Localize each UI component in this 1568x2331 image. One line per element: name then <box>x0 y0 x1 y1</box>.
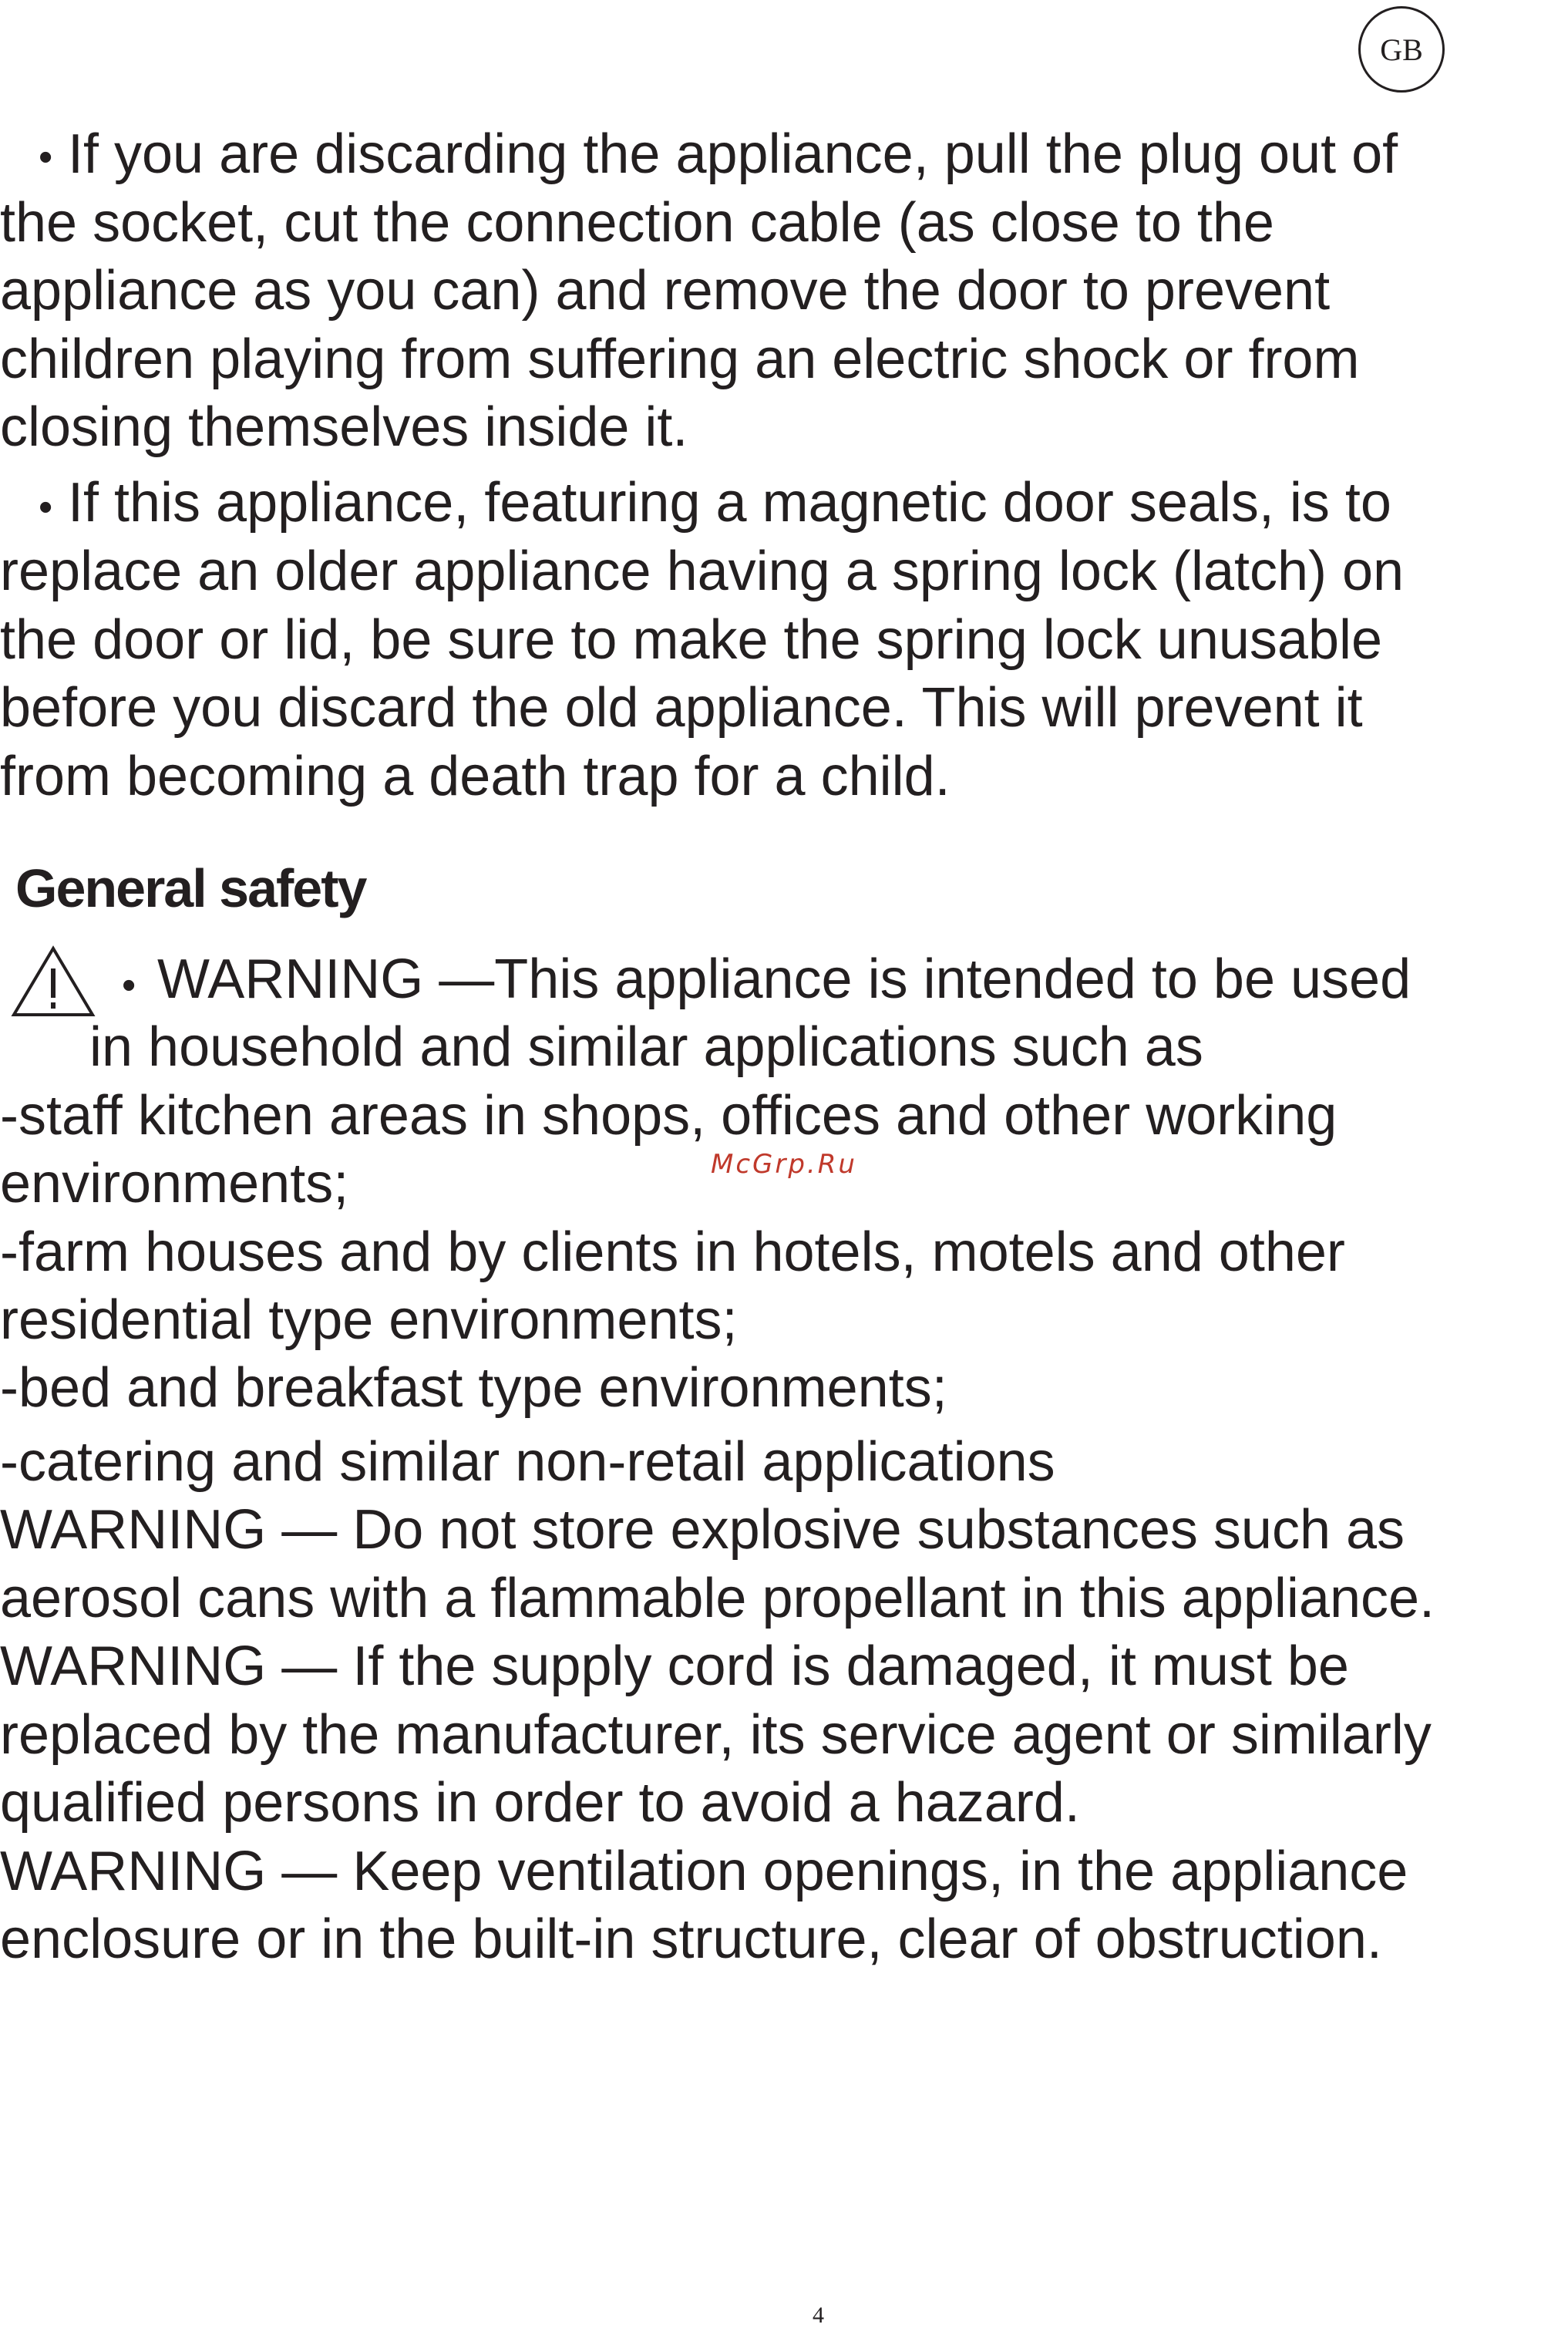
final-line-1: -catering and similar non-retail applications <box>0 1431 1055 1493</box>
section2-line-4: before you discard the old appliance. This will prevent it <box>0 677 1363 739</box>
final-line-5: replaced by the manufacturer, its service agent or similarly <box>0 1704 1432 1766</box>
list-line-3: -farm houses and by clients in hotels, motels and other <box>0 1221 1345 1283</box>
list-line-5: -bed and breakfast type environments; <box>0 1357 947 1419</box>
page-number: 4 <box>813 2302 824 2328</box>
list-line-4: residential type environments; <box>0 1289 738 1351</box>
bullet-icon: • <box>39 485 53 530</box>
warning-line-1: WARNING —This appliance is intended to be used <box>157 948 1412 1010</box>
watermark-text: McGrp.Ru <box>711 1149 857 1180</box>
final-line-8: enclosure or in the built-in structure, clear of obstruction. <box>0 1908 1382 1970</box>
final-line-3: aerosol cans with a flammable propellant in this appliance. <box>0 1568 1435 1629</box>
section2-line-3: the door or lid, be sure to make the spring lock unusable <box>0 609 1383 671</box>
final-line-4: WARNING — If the supply cord is damaged, it must be <box>0 1635 1349 1697</box>
final-line-2: WARNING — Do not store explosive substances such as <box>0 1499 1405 1561</box>
section2-line-2: replace an older appliance having a spring lock (latch) on <box>0 541 1405 602</box>
section2-line-5: from becoming a death trap for a child. <box>0 746 951 807</box>
section1-line-3: appliance as you can) and remove the door to prevent <box>0 260 1331 322</box>
section1-line-2: the socket, cut the connection cable (as close to the <box>0 192 1274 254</box>
list-line-2: environments; <box>0 1153 349 1214</box>
list-line-1: -staff kitchen areas in shops, offices and other working <box>0 1085 1338 1147</box>
language-badge: GB <box>1358 6 1445 93</box>
final-line-7: WARNING — Keep ventilation openings, in the appliance <box>0 1841 1408 1902</box>
bullet-icon: • <box>39 135 53 180</box>
section1-line-5: closing themselves inside it. <box>0 396 688 458</box>
warning-triangle-icon <box>9 944 97 1019</box>
final-line-6: qualified persons in order to avoid a hazard. <box>0 1772 1080 1834</box>
bullet-icon: • <box>122 963 136 1008</box>
section1-line-4: children playing from suffering an electric shock or from <box>0 328 1360 390</box>
section1-line-1: If you are discarding the appliance, pull the plug out of <box>68 123 1398 185</box>
section2-line-1: If this appliance, featuring a magnetic door seals, is to <box>68 472 1391 534</box>
section-heading: General safety <box>15 858 366 918</box>
warning-line-2: in household and similar applications such as <box>89 1016 1203 1078</box>
